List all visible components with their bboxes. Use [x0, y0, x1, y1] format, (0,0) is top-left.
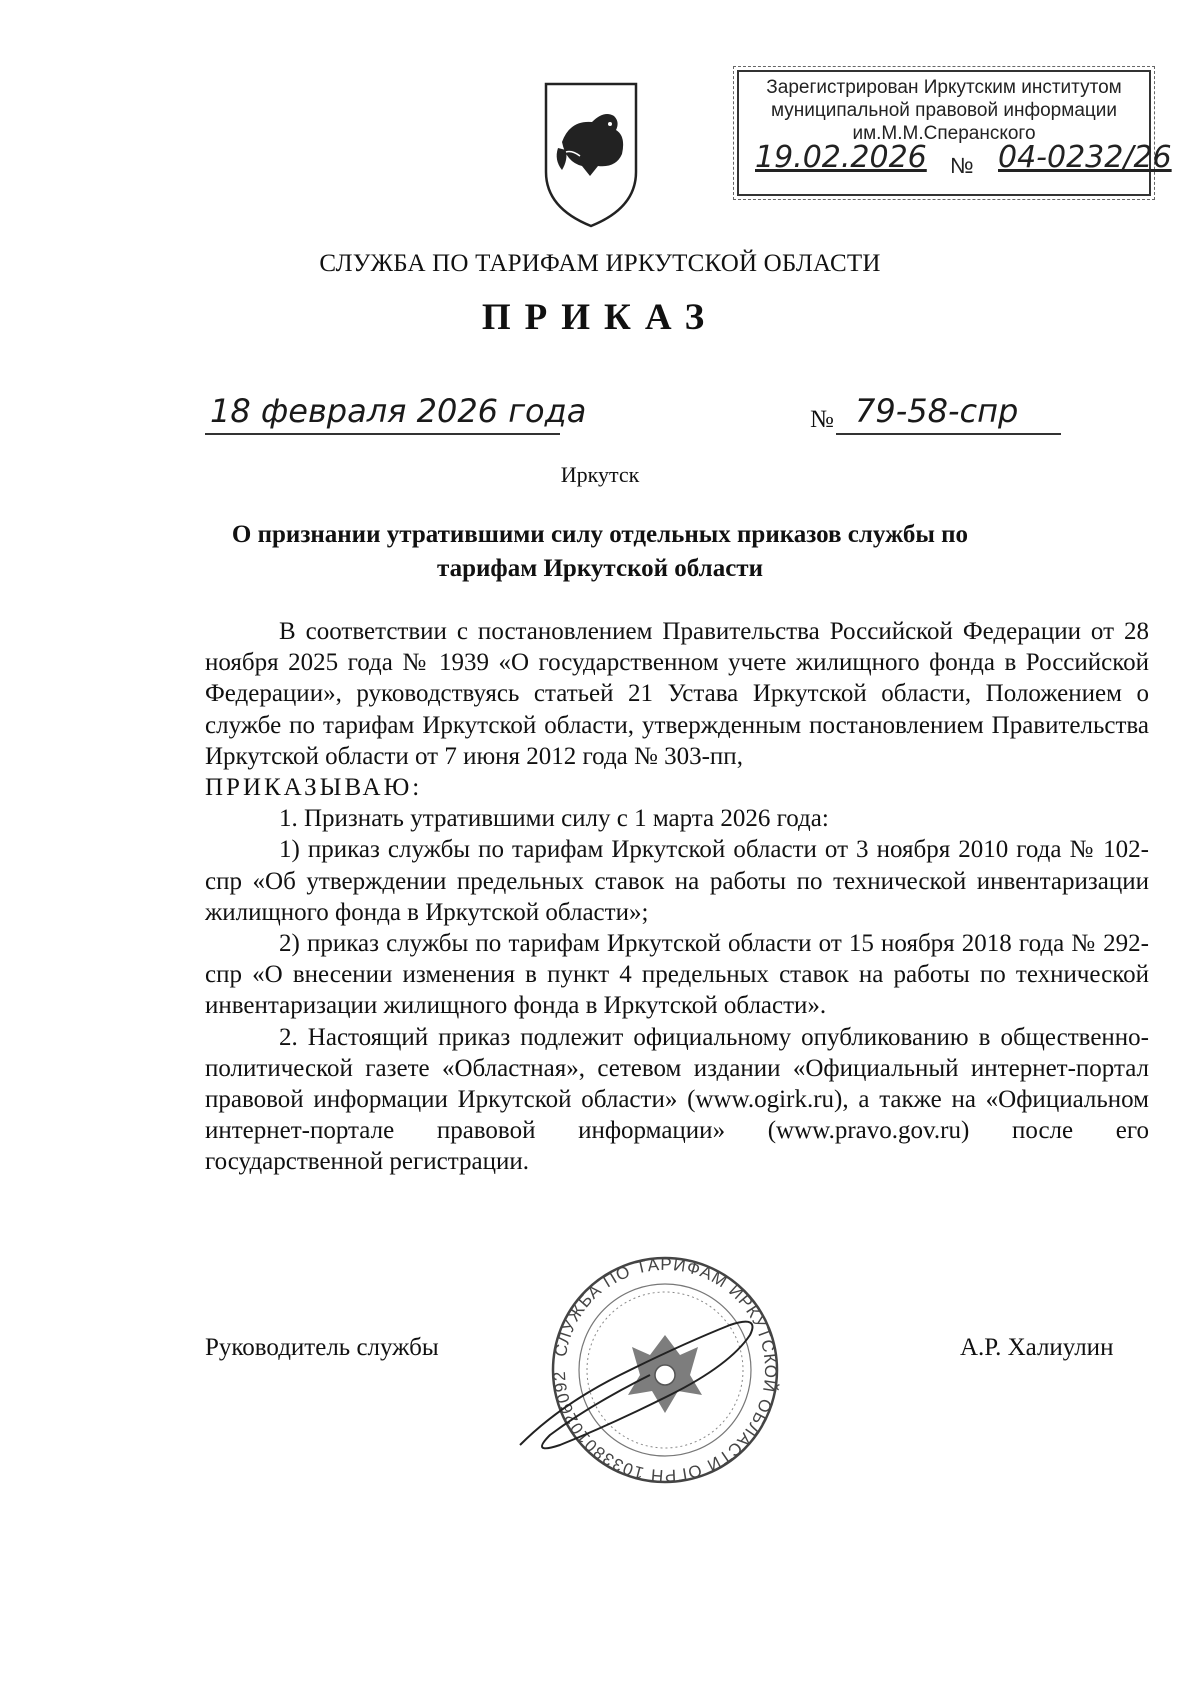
city: Иркутск — [560, 462, 640, 487]
registration-stamp-line2: муниципальной правовой информации — [771, 100, 1117, 121]
registration-number-sign: № — [950, 153, 974, 178]
document-type: ПРИКАЗ — [481, 297, 719, 338]
item-1-subitem-1: 1) приказ службы по тарифам Иркутской области от 3 ноября 2010 года № 102-спр «Об утверждении предельных ставок на работы по технической инвентаризации жилищного фонда в Иркутской области»; — [205, 836, 1149, 926]
signatory-title: Руководитель службы — [205, 1334, 439, 1361]
document-title-line1: О признании утратившими силу отдельных приказов службы по — [231, 521, 969, 548]
registration-stamp-handwritten — [755, 140, 1172, 186]
document-title-line2: тарифам Иркутской области — [437, 555, 763, 582]
registration-stamp-line1: Зарегистрирован Иркутским институтом — [766, 77, 1122, 98]
order-word: ПРИКАЗЫВАЮ: — [205, 774, 423, 802]
date-underline — [205, 433, 560, 435]
document-body — [205, 616, 1149, 1178]
registration-stamp — [737, 70, 1172, 196]
eagle-emblem-icon — [628, 1335, 702, 1413]
agency-name: СЛУЖБА ПО ТАРИФАМ ИРКУТСКОЙ ОБЛАСТИ — [319, 250, 881, 277]
order-number: 79-58-спр — [855, 392, 1019, 430]
official-seal — [500, 1255, 830, 1485]
item-1: 1. Признать утратившими силу с 1 марта 2026 года: — [279, 805, 829, 833]
order-date: 18 февраля 2026 года — [210, 392, 587, 430]
registration-number: 04-0232/26 — [998, 140, 1172, 175]
registration-date: 19.02.2026 — [755, 140, 927, 175]
document-title — [200, 518, 1000, 586]
seal-text: СЛУЖБА ПО ТАРИФАМ ИРКУТСКОЙ ОБЛАСТИ ОГРН 1033801026092 — [549, 1255, 781, 1485]
item-1-subitem-2: 2) приказ службы по тарифам Иркутской области от 15 ноября 2018 года № 292-спр «О внесении изменения в пункт 4 предельных ставок на работы по технической инвентаризации жилищного фонда в Иркутской области». — [205, 930, 1149, 1020]
preamble-paragraph: В соответствии с постановлением Правительства Российской Федерации от 28 ноября 2025 года № 1939 «О государственном учете жилищного фонда в Российской Федерации», руководствуясь статьей 21 Устава Иркутской области, Положением о службе по тарифам Иркутской области, утвержденным постановлением Правительства Иркутской области от 7 июня 2012 года № 303-пп, — [205, 618, 1149, 770]
irkutsk-coat-of-arms — [540, 80, 642, 230]
signatory-name: А.Р. Халиулин — [960, 1334, 1114, 1361]
item-2: 2. Настоящий приказ подлежит официальному опубликованию в общественно-политической газете «Областная», сетевом издании «Официальный интернет-портал правовой информации Иркутской области» (www.ogirk.ru), а также на «Официальном интернет-портале правовой информации» (www.pravo.gov.ru) после его государственной регистрации. — [205, 1023, 1149, 1176]
registration-stamp-line3: им.М.М.Сперанского — [852, 123, 1036, 144]
number-underline — [836, 433, 1061, 435]
order-number-sign: № — [810, 406, 834, 433]
